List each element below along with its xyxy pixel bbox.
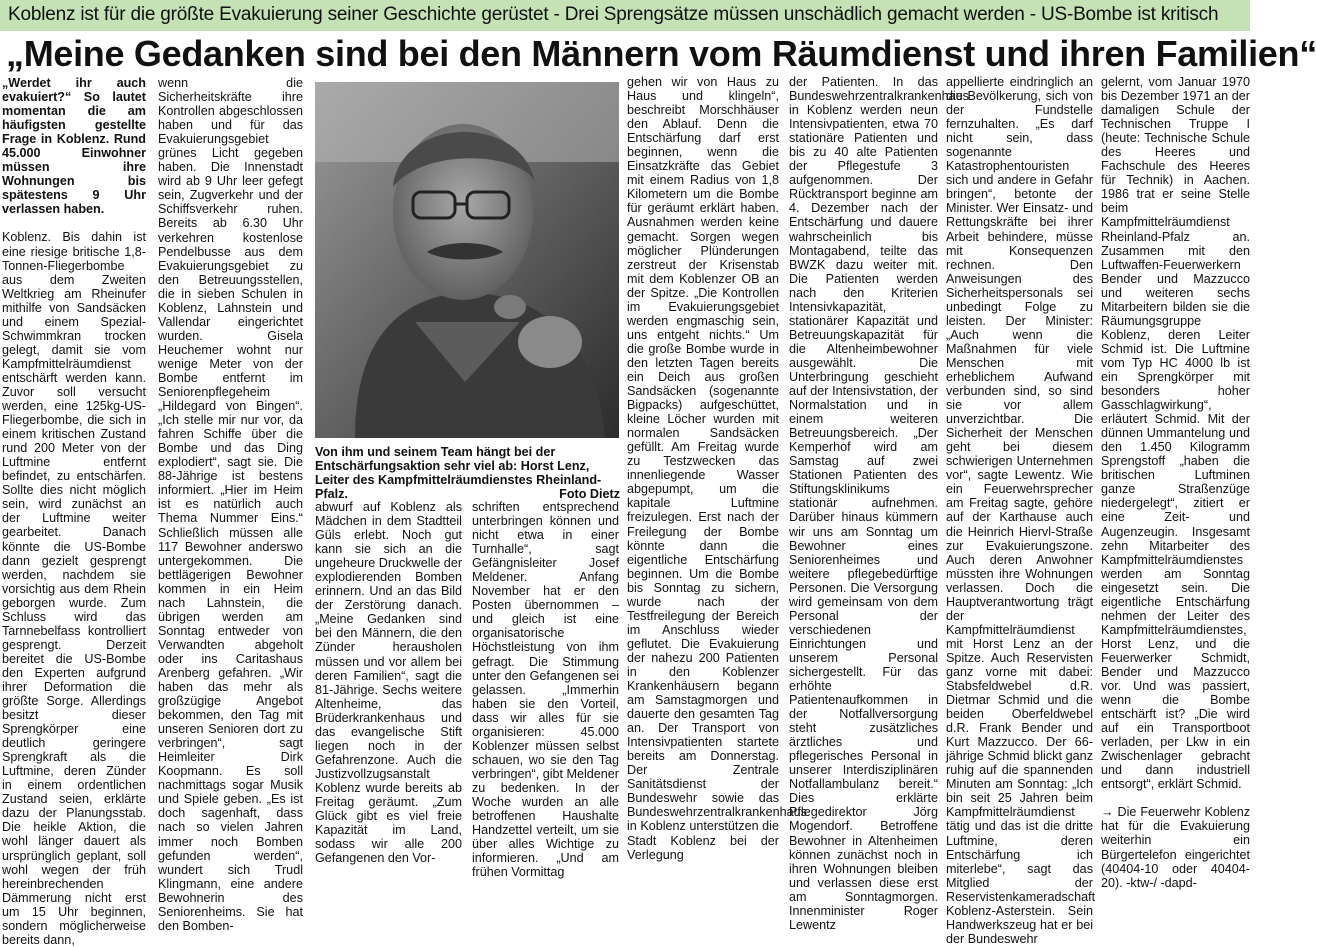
column-4-text: schriften entsprechend unterbringen können und nicht etwa in einer Turnhalle“, sagt Gefängnisleiter Josef Meldener. Anfang November hat er den Posten übernommen – und gleich ist eine organisatorische Höchstleistung von ihm gefragt. Die Stimmung unter den Gefangenen sei gelassen. „Immerhin haben sie den Vorteil, dass wir alles für sie organisieren: 45.000 Koblenzer müssen selbst schauen, wo sie den Tag verbringen“, gibt Meldener zu bedenken. In der Woche wurden an alle betroffenen Haushalte Handzettel verteilt, um sie über alles Wichtige zu informieren. „Und am frühen Vormittag — [472, 500, 620, 880]
column-3-text: abwurf auf Koblenz als Mädchen in dem Stadtteil Güls erlebt. Noch gut kann sie sich an die ungeheure Druckwelle der explodierenden Bomben erinnern. Und an das Bild der Zerstörung danach. „Meine Gedanken sind bei den Männern, die den Zünder herausholen müssen und vor allem bei deren Familien“, sagt die 81-Jährige. Sechs weitere Altenheime, das Brüderkrankenhaus und das evangelische Stift liegen noch in der Gefahrenzone. Auch die Justizvollzugsanstalt Koblenz wurde bereits ab Freitag geräumt. „Zum Glück gibt es viel freie Kapazität im Land, sodass wir alle 200 Gefangenen den Vor- — [315, 500, 463, 866]
column-8 — [1101, 75, 1250, 890]
topic-bar — [0, 0, 1250, 31]
portrait-photo — [315, 82, 619, 438]
headline: „Meine Gedanken sind bei den Männern vom Räumdienst und ihren Familien“ — [6, 33, 1317, 74]
column-2-text: wenn die Sicherheitskräfte ihre Kontrollen abgeschlossen haben und für das Evakuierungsgebiet grünes Licht gegeben haben. Die Innenstadt wird ab 9 Uhr leer gefegt sein, Zugverkehr und der Schiffsverkehr ruhen. Bereits ab 6.30 Uhr verkehren kostenlose Pendelbusse aus dem Evakuierungsgebiet zu den Betreuungsstellen, die in sieben Schulen in Koblenz, Lahnstein und Vallendar eingerichtet wurden. Gisela Heuchemer wohnt nur wenige Meter von der Bombe entfernt im Seniorenpflegeheim „Hildegard von Bingen“. „Ich stelle mir nur vor, da fahren Schiffe über die Bombe und das Ding explodiert“, sagt sie. Die 88-Jährige ist bestens informiert. „Hier im Heim ist es natürlich auch Thema Nummer Eins.“ Schließlich müssen alle 117 Bewohner anderswo untergekommen. Die bettlägerigen Bewohner kommen in ein Heim nach Lahnstein, die übrigen werden am Sonntag entweder von Verwandten abgeholt oder ins Caritashaus Arenberg gefahren. „Wir haben das mehr als großzügige Angebot bekommen, den Tag mit unseren Senioren dort zu verbringen“, sagt Heimleiter Dirk Koopmann. Es soll nachmittags sogar Musik und Spiele geben. „Es ist doch sagenhaft, dass nach so vielen Jahren immer noch Bomben gefunden werden“, wundert sich Trudl Klingmann, eine andere Bewohnerin des Seniorenheims. Sie hat den Bomben- — [158, 76, 303, 933]
column-7 — [946, 75, 1096, 946]
column-6 — [789, 75, 969, 932]
lead-paragraph: „Werdet ihr auch evakuiert?“ So lautet momentan die am häufigsten gestellte Frage in Koblenz. Rund 45.000 Einwohner müssen ihre Wohnungen bis spätestens 9 Uhr verlassen haben. — [2, 76, 146, 217]
column-5-text: gehen wir von Haus zu Haus und klingeln“, beschreibt Morschhäuser den Ablauf. Denn die Entschärfung darf erst beginnen, wenn die Einsatzkräfte das Gebiet mit einem Radius von 1,8 Kilometern um die Bombe für geräumt erklärt haben. Ausnahmen werden keine gemacht. Sorgen wegen möglicher Plünderungen zerstreut der Krisenstab mit dem Koblenzer OB an der Spitze. „Die Kontrollen im Evakuierungsgebiet werden engmaschig sein, uns entgeht nichts.“ Um die große Bombe wurde in den letzten Tagen bereits ein Deich aus großen Sandsäcken (sogenannte Bigpacks) aufgeschüttet, kleine Löcher wurden mit normalen Sandsäcken gefüllt. Am Freitag wurde zu Testzwecken das innenliegende Wasser abgepumpt, um die kapitale Luftmine freizulegen. Erst nach der Freilegung der Bombe könnte dann die eigentliche Entschärfung beginnen. Um die Bombe bis Sonntag zu sichern, wurde nach der Testfreilegung der Bereich im Anschluss wieder geflutet. Die Evakuierung der nahezu 200 Patienten in den Koblenzer Krankenhäusern begann am Samstagmorgen und dauerte den gesamten Tag an. Der Transport von Intensivpatienten startete bereits am Donnerstag. Der Zentrale Sanitätsdienst der Bundeswehr sowie das Bundeswehrzentralkrankenhaus in Koblenz unterstützen die Stadt Koblenz bei der Verlegung — [627, 75, 807, 862]
topic-bar-text: Koblenz ist für die größte Evakuierung seiner Geschichte gerüstet - Drei Sprengsätze müssen unschädlich gemacht werden - US-Bombe ist kritisch — [8, 4, 1219, 25]
column-2 — [158, 76, 303, 933]
column-8-text: gelernt, vom Januar 1970 bis Dezember 1971 an der damaligen Schule der Technischen Truppe I (heute: Technische Schule des Heeres und Fachschule des Heeres für Technik) in Aachen. 1986 trat er seine Stelle beim Kampfmittelräumdienst Rheinland-Pfalz an. Zusammen mit den Luftwaffen-Feuerwerkern Bender und Mazzucco und weiteren sechs Mitarbeitern bilden sie die Räumungsgruppe Koblenz, deren Leiter Schmid ist. Die Luftmine vom Typ HC 4000 lb ist ein Sprengkörper mit besonders hoher Gasschlagwirkung“, erläutert Schmid. Mit der dünnen Ummantelung und den 1.450 Kilogramm Sprengstoff „haben die britischen Luftminen ganze Straßenzüge niedergelegt“, zitiert er eine Zeit- und Augenzeugin. Insgesamt zehn Mitarbeiter des Kampfmittelräumdienstes werden am Sonntag eingesetzt sein. Die eigentliche Entschärfung nehmen der Leiter des Kampfmittelräumdienstes, Horst Lenz, und die Feuerwerker Schmidt, Bender und Mazzucco vor. Und was passiert, wenn die Bombe entschärft ist? „Die wird auf ein Transportboot verladen, per Lkw in ein Zwischenlager gebracht und dann industriell entsorgt“, erklärt Schmid. — [1101, 75, 1250, 792]
column-7-text: appellierte eindringlich an die Bevölkerung, sich von der Fundstelle fernzuhalten. „Es darf nicht sein, dass sogenannte Katastrophentouristen sich und andere in Gefahr bringen“, betonte der Minister. Wer Einsatz- und Rettungskräfte bei ihrer Arbeit behindere, müsse mit Konsequenzen rechnen. Den Anweisungen des Sicherheitspersonals sei unbedingt Folge zu leisten. Der Minister: „Auch wenn die Maßnahmen für viele Menschen mit erheblichem Aufwand verbunden sind, so sind sie vor allem unverzichtbar. Die Sicherheit der Menschen geht bei diesem schwierigen Unternehmen vor“, sagte Lewentz. Wie ein Feuerwehrsprecher am Freitag sagte, gehöre auf der Karthause auch die Heinrich Hiervl-Straße zur Evakuierungszone. Auch deren Anwohner müssten ihre Wohnungen verlassen. Doch die Hauptverantwortung trägt der Kampfmittelräumdienst mit Horst Lenz an der Spitze. Auch Reservisten ganz vorne mit dabei: Stabsfeldwebel d.R. Dietmar Schmid und die beiden Oberfeldwebel d.R. Frank Bender und Kurt Mazzucco. Der 66-jährige Schmid blickt ganz ruhig auf die spannenden Minuten am Sonntag: „Ich bin seit 25 Jahren beim Kampfmittelräumdienst tätig und das ist die dritte Luftmine, deren Entschärfung ich miterlebe“, sagt das Mitglied der Reservistenkameradschaft Koblenz-Asterstein. Sein Handwerkszeug hat er bei der Bundeswehr — [946, 75, 1096, 946]
column-3 — [315, 500, 463, 866]
info-note: → Die Feuerwehr Koblenz hat für die Evakuierung weiterhin ein Bürgertelefon eingerichtet (40404-10 oder 40404-20). -ktw-/ -dapd- — [1101, 805, 1250, 890]
column-6-text: der Patienten. In das Bundeswehrzentralkrankenhaus in Koblenz werden neun Intensivpatienten, etwa 70 stationäre Patienten und bis zu 40 alte Patienten der Pflegestufe 3 aufgenommen. Der Rücktransport beginne am 4. Dezember nach der Entschärfung und dauere wahrscheinlich bis Montagabend, teilte das BWZK dazu weiter mit. Die Patienten werden nach den Kriterien Intensivkapazität, stationärer Kapazität und Betreuungskapazität für die Altenheimbewohner ausgewählt. Die Unterbringung geschieht auf der Intensivstation, der Normalstation und in einem weiteren Betreuungsbereich. „Der Kemperhof wird am Samstag auf zwei Stationen Patienten des Stiftungsklinikums stationär aufnehmen. Darüber hinaus kümmern wir uns am Sonntag um Bewohner eines Seniorenheimes und weitere pflegebedürftige Personen. Die Versorgung wird gemeinsam von dem Personal der verschiedenen Einrichtungen und unserem Personal sichergestellt. Für das erhöhte Patientenaufkommen in der Notfallversorgung steht zusätzliches ärztliches und pflegerisches Personal in unserer Interdisziplinären Notfallambulanz bereit.“ Dies erklärte Pflegedirektor Jörg Mogendorf. Betroffene Bewohner in Altenheimen können zunächst noch in ihren Wohnungen bleiben und verlassen diese erst am Sonntagmorgen. Innenminister Roger Lewentz — [789, 75, 969, 932]
column-5 — [627, 75, 807, 862]
column-1 — [2, 76, 146, 947]
column-4 — [472, 500, 620, 880]
photo-caption — [315, 445, 620, 501]
photo-credit: Foto Dietz — [559, 487, 620, 501]
column-1-text: Koblenz. Bis dahin ist eine riesige britische 1,8-Tonnen-Fliegerbombe aus dem Zweiten Weltkrieg am Rheinufer mithilfe von Sandsäcken und einem Spezial-Schwimmkran trocken gelegt, damit sie vom Kampfmittelräumdienst entschärft werden kann. Zuvor soll versucht werden, eine 125kg-US-Fliegerbombe, die sich in einem kritischen Zustand rund 200 Meter von der Luftmine entfernt befindet, zu entschärfen. Sollte dies nicht möglich sein, wird zunächst an der Luftmine weiter gearbeitet. Danach könnte die US-Bombe dann gezielt gesprengt werden, nachdem sie vorsichtig aus dem Rhein geborgen wurde. Zum Schluss wird das Tarnnebelfass kontrolliert gesprengt. Derzeit bereitet die US-Bombe den Experten aufgrund ihrer Deformation die größte Sorge. Allerdings besitzt dieser Sprengkörper eine deutlich geringere Sprengkraft als die Luftmine, deren Zünder in einem ordentlichen Zustand seien, erklärte dazu der Planungsstab. Die heikle Aktion, die wohl länger dauert als ursprünglich geplant, soll wohl wegen der früh hereinbrechenden Dämmerung nicht erst um 15 Uhr beginnen, sondern möglicherweise bereits dann, — [2, 230, 146, 947]
portrait-illustration — [315, 82, 619, 438]
caption-text: Von ihm und seinem Team hängt bei der Entschärfungsaktion sehr viel ab: Horst Lenz, Leiter des Kampfmittelräumdienstes Rheinland-Pfalz. — [315, 445, 602, 501]
